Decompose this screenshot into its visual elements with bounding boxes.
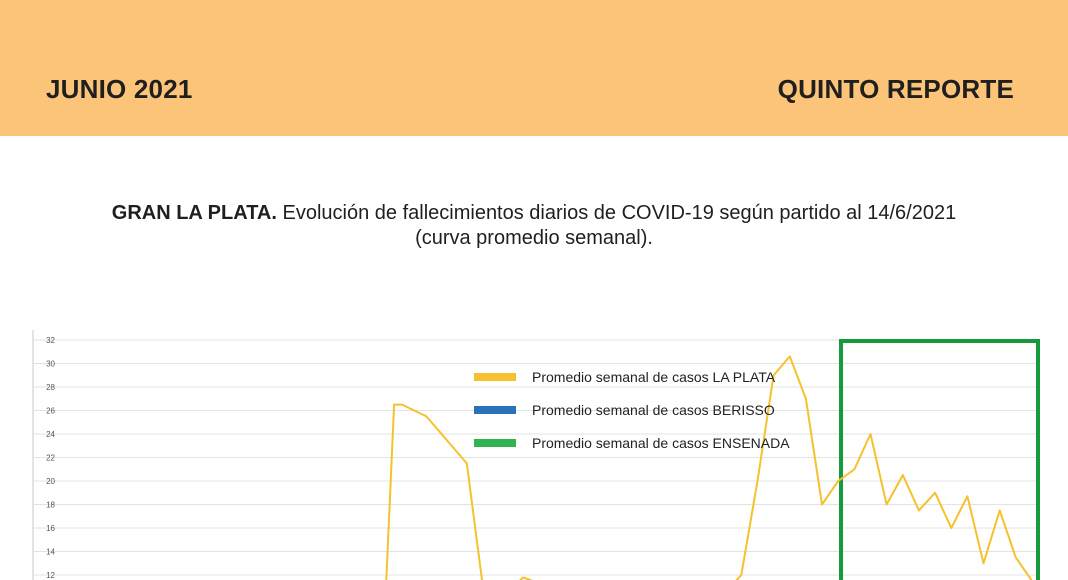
chart-title-text: Evolución de fallecimientos diarios de COVID-19 según partido al 14/6/2021	[282, 202, 957, 224]
chart-title	[0, 201, 1068, 251]
deaths-line-chart	[0, 320, 1068, 580]
y-tick-label: 20	[46, 477, 55, 486]
chart-title-bold: GRAN LA PLATA.	[111, 202, 277, 224]
legend-swatch-3	[474, 439, 516, 447]
y-tick-label: 16	[46, 524, 55, 533]
y-tick-label: 12	[46, 571, 55, 580]
report-date: JUNIO 2021	[46, 74, 193, 104]
legend-label-2: Promedio semanal de casos BERISSO	[532, 402, 775, 418]
y-tick-label: 28	[46, 383, 55, 392]
y-tick-label: 30	[46, 359, 55, 369]
report-number: QUINTO REPORTE	[777, 74, 1014, 104]
header-banner	[0, 0, 1068, 136]
y-tick-label: 32	[46, 336, 55, 345]
y-tick-label: 24	[46, 430, 55, 439]
legend-label-1: Promedio semanal de casos LA PLATA	[532, 369, 776, 385]
legend-swatch-1	[474, 373, 516, 381]
highlight-box	[841, 341, 1038, 580]
y-tick-label: 14	[46, 547, 55, 557]
legend-swatch-2	[474, 406, 516, 414]
chart-title-line-1	[0, 201, 1068, 226]
series-line-1	[63, 356, 1032, 580]
chart-title-line-2: (curva promedio semanal).	[415, 227, 653, 249]
y-tick-label: 18	[46, 500, 55, 510]
y-tick-label: 22	[46, 453, 55, 463]
y-tick-label: 26	[46, 406, 55, 416]
legend-label-3: Promedio semanal de casos ENSENADA	[532, 435, 790, 451]
